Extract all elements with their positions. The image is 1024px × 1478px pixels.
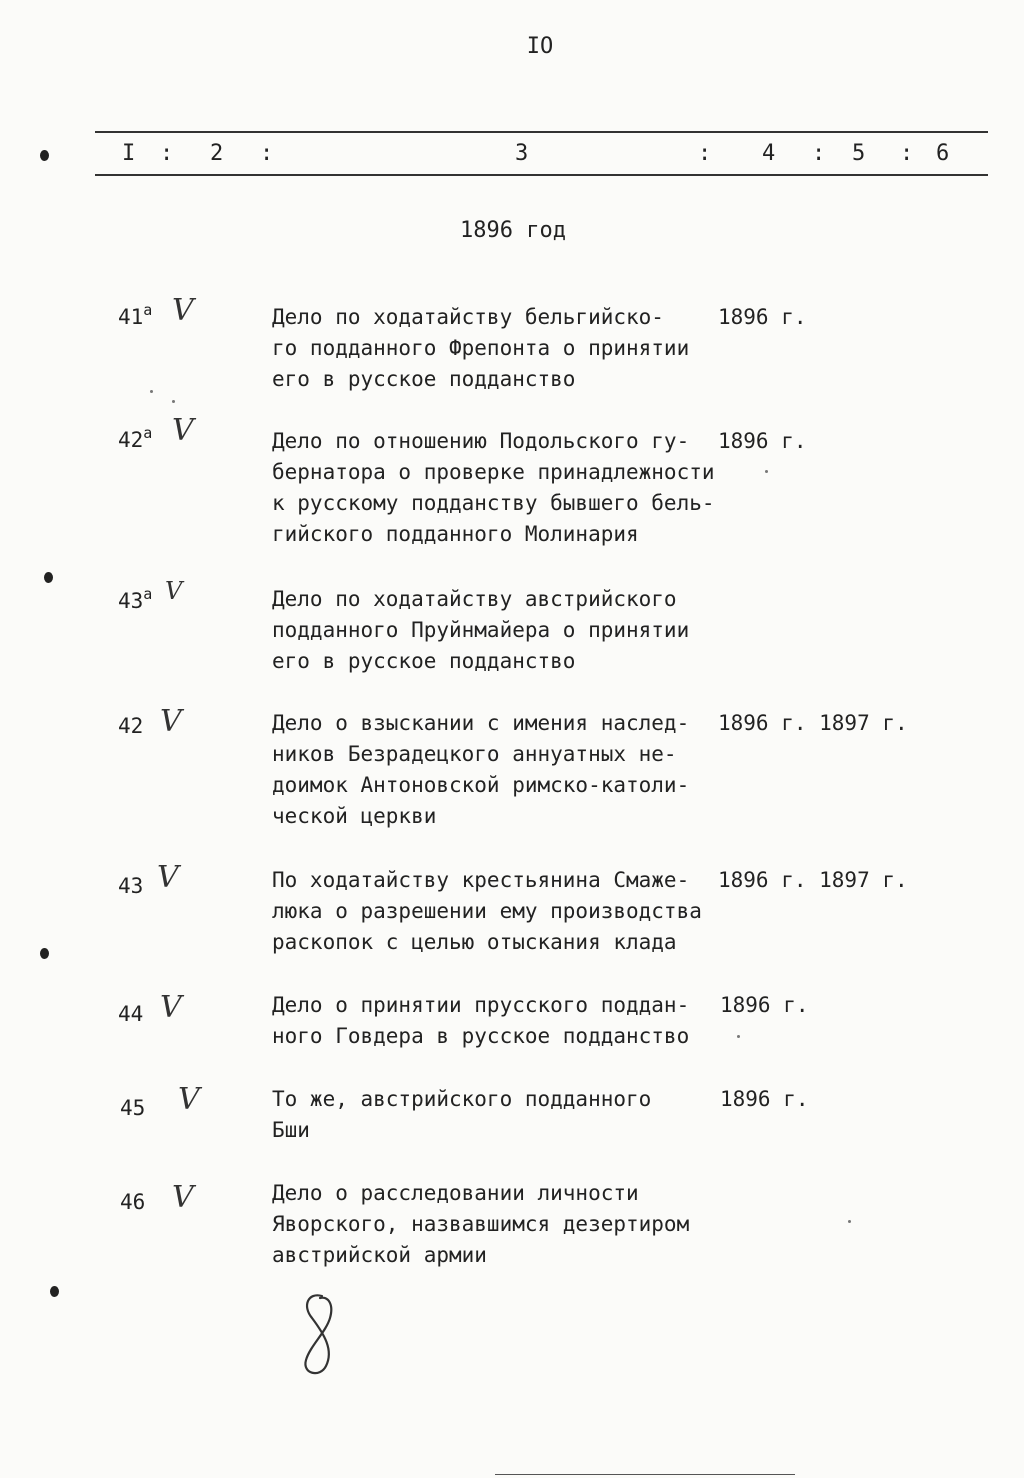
check-mark: V [178, 1082, 200, 1117]
check-mark: V [172, 413, 194, 448]
check-mark: V [172, 293, 194, 328]
check-mark: V [165, 577, 183, 605]
entry-dates: 1896 г. 1897 г. [718, 711, 908, 735]
entry-number: 42 [118, 714, 144, 738]
column-sep: : [160, 141, 174, 166]
entry-number: $43^а$ [118, 585, 153, 613]
punch-hole [40, 948, 49, 959]
entry-dates: 1896 г. 1897 г. [718, 868, 908, 892]
entry-number: $42^а$ [118, 424, 153, 452]
column-2: 2 [210, 141, 224, 166]
handwritten-note [290, 1290, 350, 1380]
entry-number: 45 [120, 1096, 146, 1120]
section-title: 1896 год [460, 218, 566, 243]
entry-description: Дело по отношению Подольского гу- бернатора о проверке принадлежности к русскому подданству бывшего бель- гийского подданного Молинария [272, 429, 715, 546]
check-mark: V [160, 704, 182, 739]
entry-description: Дело о взыскании с имения наслед- ников Безрадецкого аннуатных не- доимок Антоновской римско-католи- ческой церкви [272, 711, 690, 828]
entry-dates: 1896 г. [718, 429, 807, 453]
punch-hole [50, 1286, 59, 1297]
entry-description: То же, австрийского подданного Бши [272, 1087, 652, 1142]
entry-number: 43 [118, 874, 144, 898]
entry-description: По ходатайству крестьянина Смаже- люка о разрешении ему производства раскопок с целью отыскания клада [272, 868, 702, 954]
entry-dates: 1896 г. [720, 993, 809, 1017]
entry-description: Дело по ходатайству австрийского подданного Пруйнмайера о принятии его в русское подданство [272, 587, 690, 673]
entry-description: Дело о расследовании личности Яворского, назвавшимся дезертиром австрийской армии [272, 1181, 690, 1267]
column-sep: : [900, 141, 914, 166]
column-header [0, 141, 1024, 171]
column-5: 5 [852, 141, 866, 166]
page-number: IO [526, 34, 554, 59]
column-sep: : [260, 141, 274, 166]
entry-description: Дело о принятии прусского поддан- ного Говдера в русское подданство [272, 993, 690, 1048]
header-rule-top [95, 131, 988, 133]
column-6: 6 [936, 141, 950, 166]
scan-speck [765, 470, 768, 473]
scan-speck [848, 1220, 851, 1223]
column-3: 3 [515, 141, 529, 166]
column-1: I [122, 141, 136, 166]
column-4: 4 [762, 141, 776, 166]
punch-hole [44, 572, 53, 583]
scan-speck [737, 1035, 740, 1038]
column-sep: : [812, 141, 826, 166]
entry-number: 44 [118, 1002, 144, 1026]
handwritten-note-text [360, 1320, 361, 1321]
scan-speck [172, 400, 175, 403]
punch-hole [40, 150, 49, 161]
entry-dates: 1896 г. [720, 1087, 809, 1111]
entry-number: 46 [120, 1190, 146, 1214]
entry-description: Дело по ходатайству бельгийско- го подданного Фрепонта о принятии его в русское подданство [272, 305, 690, 391]
header-rule-bottom [95, 174, 988, 176]
entry-number: $41^а$ [118, 301, 153, 329]
check-mark: V [160, 990, 182, 1025]
check-mark: V [172, 1180, 194, 1215]
bottom-edge-line [495, 1474, 795, 1475]
column-sep: : [698, 141, 712, 166]
check-mark: V [157, 860, 179, 895]
handwritten-eight-drawing [290, 1290, 350, 1380]
entry-dates: 1896 г. [718, 305, 807, 329]
scan-speck [150, 390, 153, 393]
